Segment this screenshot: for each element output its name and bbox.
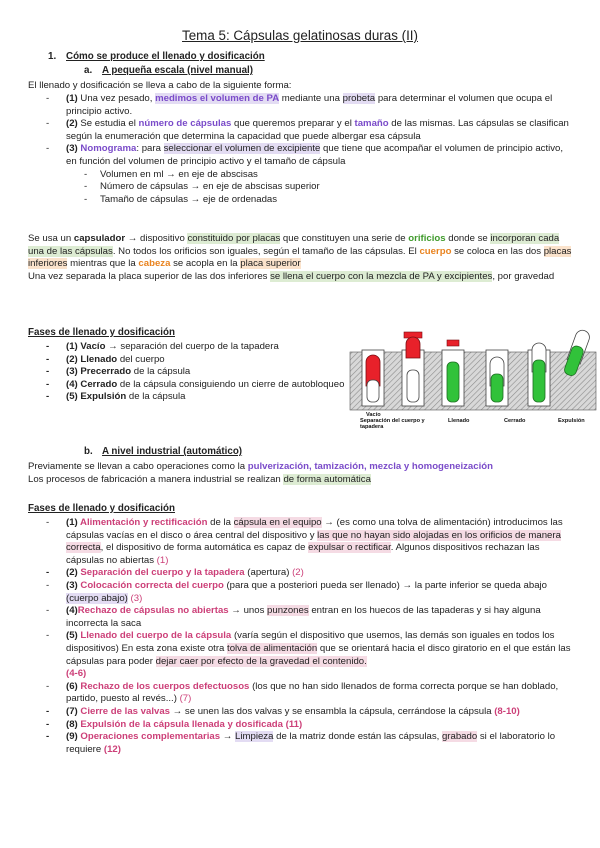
step-number: (6) <box>66 680 81 692</box>
key-term: placas inferiores <box>28 245 572 270</box>
step-number: (5) <box>66 630 81 642</box>
text: , el dispositivo de forma automática es capaz de <box>100 542 309 554</box>
key-term: Colocación correcta del cuerpo <box>80 579 224 591</box>
step-number: (3) <box>66 143 78 155</box>
text: . Algunos dispositivos rechazan las cápsulas no abiertas <box>66 542 540 566</box>
list-item <box>28 93 576 118</box>
bullet-dash: - <box>46 705 50 717</box>
text: → (es como una tolva de alimentación) introducimos las cápsulas vacías en el disco o área central del dispositivo y <box>66 517 563 541</box>
key-term: Rechazo de cápsulas no abiertas <box>77 605 229 617</box>
text: de la <box>207 517 234 528</box>
step-number: (2) <box>66 567 81 579</box>
step-text: de las mismas. Las cápsulas se clasifican según la enumeración que determina la capacidad que puede albergar esa cápsula <box>66 118 569 142</box>
text: que constituyen una serie de <box>280 233 409 244</box>
key-term: Separación del cuerpo y la tapadera <box>80 567 245 579</box>
subsection-title: A nivel industrial (automático) <box>102 446 243 457</box>
step-text: para determinar el volumen que ocupa el principio activo. <box>66 93 553 117</box>
step-text: que queremos preparar y el <box>231 118 355 130</box>
text: Se usa un <box>28 233 74 244</box>
bullet-dash: - <box>46 353 50 365</box>
figure-label: Llenado <box>448 418 470 424</box>
key-term: Cierre de las valvas <box>80 705 170 717</box>
text: mientras que la <box>67 258 139 270</box>
sub-item-text: Tamaño de cápsulas → eje de ordenadas <box>100 193 278 205</box>
subsection-letter: a. <box>84 65 93 76</box>
text: se acopla en la <box>170 258 241 270</box>
fases-industrial-list <box>28 517 576 756</box>
bullet-dash: - <box>84 168 88 180</box>
ref: (7) <box>179 693 192 705</box>
page-title: Tema 5: Cápsulas gelatinosas duras (II) <box>182 28 418 43</box>
list-item <box>28 580 576 605</box>
step-text: que tiene que acompañar el volumen de principio activo, en función del volumen de principio activo y el tamaño de cápsula <box>66 143 564 167</box>
bullet-dash: - <box>46 579 50 591</box>
capsule-body <box>367 380 379 402</box>
list-item <box>28 731 576 756</box>
fases-manual-heading: Fases de llenado y dosificación <box>28 327 176 338</box>
bullet-dash: - <box>46 93 50 104</box>
text: entran en los huecos de las tapaderas y si hay alguna incorrecta la saca <box>66 605 541 629</box>
figure-label: Expulsión <box>558 418 585 424</box>
ref: (4-6) <box>66 668 87 680</box>
bullet-dash: - <box>46 378 50 390</box>
step-number: (3) <box>66 579 81 591</box>
key-term: tamaño <box>354 118 389 130</box>
ref: (1) <box>156 554 169 566</box>
phase-text: de la cápsula <box>131 366 191 378</box>
figure-label: Cerrado <box>504 418 526 424</box>
text: de la matriz donde están las cápsulas, <box>273 731 442 743</box>
plate-block <box>350 352 596 410</box>
list-item <box>28 681 576 706</box>
capsule-cap <box>447 340 459 346</box>
text: se coloca en las dos <box>451 245 544 257</box>
capsule-body <box>407 370 419 402</box>
step-number: (2) <box>66 118 78 130</box>
list-item <box>28 630 576 680</box>
key-term: placa superior <box>240 258 301 270</box>
key-term: cuerpo <box>419 245 452 257</box>
list-item <box>28 391 348 404</box>
key-term: capsulador <box>73 233 126 244</box>
phase-text: → separación del cuerpo de la tapadera <box>105 341 279 352</box>
bullet-dash: - <box>46 630 50 642</box>
bullet-dash: - <box>46 605 50 617</box>
bullet-dash: - <box>84 181 88 193</box>
step-text: Una vez pesado, <box>80 93 156 104</box>
highlight: expulsar o rectificar <box>308 542 391 554</box>
text: . No todos los orificios son iguales, según el tamaño de las cápsulas. El <box>112 245 420 257</box>
key-term: constituido por placas <box>187 233 281 244</box>
capsulador-paragraph <box>28 233 576 283</box>
list-item <box>28 341 348 354</box>
ref: (11) <box>283 718 303 730</box>
phase-name: (1) Vacío <box>66 341 106 352</box>
list-item <box>28 143 576 168</box>
list-item <box>28 517 576 567</box>
highlight: tolva de alimentación <box>227 642 318 654</box>
text: Los procesos de fabricación a manera industrial se realizan <box>28 473 284 485</box>
sub-list-item <box>28 194 576 207</box>
sub-item-text: Número de cápsulas → en eje de abscisas superior <box>100 181 320 193</box>
text: → dispositivo <box>125 233 188 244</box>
key-term: Rechazo de los cuerpos defectuosos <box>80 680 250 692</box>
phase-text: de la cápsula <box>126 391 186 403</box>
highlight: las que no hayan sido alojadas en los orificios de manera correcta <box>66 529 561 554</box>
key-term: Operaciones complementarias <box>80 731 221 743</box>
bullet-dash: - <box>46 118 50 130</box>
bullet-dash: - <box>46 341 50 352</box>
key-term: Alimentación y rectificación <box>80 517 208 528</box>
key-term: incorporan cada una de las cápsulas <box>28 233 560 257</box>
highlight: dejar caer por efecto de la gravedad el contenido. <box>155 655 367 667</box>
text: , por gravedad <box>492 270 555 282</box>
step-number: (7) <box>66 705 81 717</box>
manual-steps-list <box>28 93 576 206</box>
highlight: grabado <box>441 731 478 743</box>
ref: (3) <box>127 592 143 604</box>
step-number: (9) <box>66 731 81 743</box>
key-term: Expulsión de la cápsula llenada y dosificada <box>80 718 283 730</box>
key-term: probeta <box>342 93 376 104</box>
key-term: pulverización, tamización, mezcla y homogeneización <box>247 461 493 472</box>
phase-text: del cuerpo <box>117 353 165 365</box>
highlight: Limpieza <box>235 731 274 743</box>
key-term: de forma automática <box>283 473 371 485</box>
step-number: (1) <box>66 93 78 104</box>
list-item <box>28 719 576 732</box>
key-term: número de cápsulas <box>138 118 232 130</box>
step-number: (4) <box>66 605 78 617</box>
highlight: punzones <box>267 605 309 617</box>
key-term: orificios <box>408 233 446 244</box>
fases-manual-list <box>28 341 348 404</box>
highlight: cápsula en el equipo <box>233 517 322 528</box>
phase-name: (3) Precerrado <box>66 366 132 378</box>
bullet-dash: - <box>46 567 50 579</box>
bullet-dash: - <box>84 193 88 205</box>
step-text: mediante una <box>279 93 343 104</box>
step-number: (8) <box>66 718 81 730</box>
text: (los que no han sido llenados de forma correcta porque se han doblado, partido, puesto al revés...) <box>66 680 559 705</box>
key-term: Nomograma <box>80 143 137 155</box>
bullet-dash: - <box>46 517 50 528</box>
figure-label: Vacío <box>366 412 381 418</box>
key-term: Llenado del cuerpo de la cápsula <box>80 630 232 642</box>
list-item <box>28 567 576 580</box>
capsule-body-filled <box>447 362 459 402</box>
ref: (8-10) <box>494 705 520 717</box>
highlight: (cuerpo abajo) <box>66 592 128 604</box>
bullet-dash: - <box>46 718 50 730</box>
sub-list-item <box>28 181 576 194</box>
text: → se unen las dos valvas y se ensambla la cápsula, cerrándose la cápsula <box>170 705 495 717</box>
text: que se orientará hacia el disco giratorio en el que están las cápsulas para poder <box>66 642 571 667</box>
subsection-heading-a <box>84 65 253 78</box>
fases-industrial-heading: Fases de llenado y dosificación <box>28 503 176 514</box>
phase-name: (5) Expulsión <box>66 391 127 403</box>
intro-paragraph: El llenado y dosificación se lleva a cabo de la siguiente forma: <box>28 80 292 91</box>
text: (apertura) <box>244 567 293 579</box>
step-text: Se estudia el <box>80 118 139 130</box>
text: (varía según el dispositivo que usemos, las demás son iguales en todos los dispositivos) En esta zona existe otra <box>66 630 555 654</box>
step-number: (1) <box>66 517 81 528</box>
text: (para que a posteriori pueda ser llenado) → la parte inferior se queda abajo <box>223 579 548 591</box>
section-heading-1 <box>48 51 265 64</box>
text: → <box>220 731 236 743</box>
text: Una vez separada la placa superior de las dos inferiores <box>28 270 271 282</box>
text: donde se <box>445 233 491 244</box>
list-item <box>28 354 348 367</box>
subsection-heading-b <box>84 446 242 459</box>
phase-text: de la cápsula consiguiendo un cierre de autobloqueo <box>117 378 345 390</box>
bullet-dash: - <box>46 731 50 743</box>
text: Previamente se llevan a cabo operaciones como la <box>28 461 248 472</box>
key-term: se llena el cuerpo con la mezcla de PA y excipientes <box>270 270 493 282</box>
ref: (2) <box>292 567 304 579</box>
industrial-intro <box>28 461 576 486</box>
capsule-cap <box>406 337 420 358</box>
key-term: cabeza <box>138 258 171 270</box>
capsule-body-filled <box>491 374 503 402</box>
bullet-dash: - <box>46 680 50 692</box>
figure-label: Separación del cuerpo y tapadera <box>360 418 425 431</box>
bullet-dash: - <box>46 143 50 155</box>
key-term: medimos el volumen de PA <box>155 93 280 104</box>
phase-name: (4) Cerrado <box>66 378 118 390</box>
step-text: : para <box>136 143 164 155</box>
list-item <box>28 366 348 379</box>
section-title: Cómo se produce el llenado y dosificación <box>66 51 265 62</box>
phase-name: (2) Llenado <box>66 353 118 365</box>
subsection-title: A pequeña escala (nivel manual) <box>102 65 253 76</box>
text: si el laboratorio lo requiere <box>66 731 556 755</box>
list-item <box>28 118 576 143</box>
bullet-dash: - <box>46 366 50 378</box>
list-item <box>28 706 576 719</box>
list-item <box>28 379 348 392</box>
key-term: seleccionar el volumen de excipiente <box>163 143 321 155</box>
sub-list-item <box>28 169 576 182</box>
section-number: 1. <box>48 51 57 62</box>
capsule-body-filled <box>533 360 545 402</box>
bullet-dash: - <box>46 391 50 403</box>
list-item <box>28 605 576 630</box>
ref: (12) <box>103 743 121 755</box>
subsection-letter: b. <box>84 446 93 457</box>
text: → unos <box>228 605 268 617</box>
capsule-filling-figure <box>348 322 598 440</box>
sub-item-text: Volumen en ml → en eje de abscisas <box>100 168 258 180</box>
